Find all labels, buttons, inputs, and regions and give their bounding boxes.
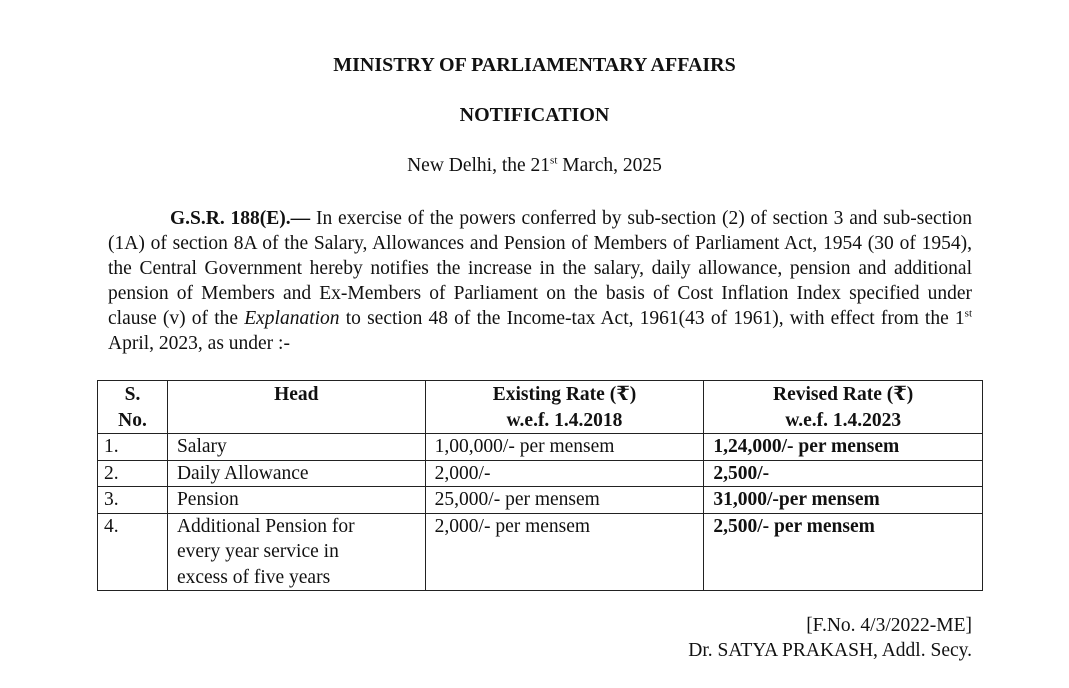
cell-head: Pension xyxy=(167,487,425,514)
table-header-row xyxy=(98,381,983,434)
paragraph-text-2: to section 48 of the Income-tax Act, 1961(43 of 1961), with effect from the 1 xyxy=(339,308,965,329)
cell-revised: 2,500/- xyxy=(704,460,983,487)
table-row xyxy=(98,513,983,591)
dateline xyxy=(0,155,1069,177)
cell-existing: 1,00,000/- per mensem xyxy=(425,434,704,461)
gsr-reference: G.S.R. 188(E).— xyxy=(170,208,311,229)
header-revised-rate: Revised Rate (₹) w.e.f. 1.4.2023 xyxy=(704,381,983,434)
cell-existing: 2,000/- xyxy=(425,460,704,487)
paragraph-sup: st xyxy=(964,307,973,320)
cell-revised: 2,500/- per mensem xyxy=(704,513,983,591)
cell-revised: 31,000/-per mensem xyxy=(704,487,983,514)
paragraph-text-3: April, 2023, as under :- xyxy=(108,333,290,354)
paragraph-italic: Explanation xyxy=(244,308,340,329)
table-row xyxy=(98,434,983,461)
table-row xyxy=(98,460,983,487)
cell-head: Salary xyxy=(167,434,425,461)
cell-sno: 1. xyxy=(98,434,168,461)
cell-sno: 4. xyxy=(98,513,168,591)
notification-paragraph xyxy=(108,206,972,356)
cell-sno: 2. xyxy=(98,460,168,487)
table-row xyxy=(98,487,983,514)
header-existing-rate: Existing Rate (₹) w.e.f. 1.4.2018 xyxy=(425,381,704,434)
cell-existing: 25,000/- per mensem xyxy=(425,487,704,514)
cell-revised: 1,24,000/- per mensem xyxy=(704,434,983,461)
cell-sno: 3. xyxy=(98,487,168,514)
rates-table xyxy=(97,380,983,591)
dateline-rest: March, 2025 xyxy=(557,155,662,176)
paragraph-text-1: In exercise of the powers conferred by sub-section (2) of section 3 and sub-section (1A) of section 8A of the Salary, Allowances and Pension of Members of Parliament Act, 1954 (30 of 1954), the Central Government hereby notifies the increase in the salary, daily allowance, pension and additional pension of Members and Ex-Members of Parliament on the basis of Cost Inflation Index specified under clause (v) of the xyxy=(108,208,972,329)
cell-existing: 2,000/- per mensem xyxy=(425,513,704,591)
cell-head: Additional Pension for every year service in excess of five years xyxy=(167,513,425,591)
cell-head: Daily Allowance xyxy=(167,460,425,487)
file-number: [F.No. 4/3/2022-ME] xyxy=(806,615,972,636)
ministry-heading: MINISTRY OF PARLIAMENTARY AFFAIRS xyxy=(333,54,736,76)
dateline-sup: st xyxy=(550,154,558,167)
dateline-place: New Delhi, the 21 xyxy=(407,155,551,176)
signatory: Dr. SATYA PRAKASH, Addl. Secy. xyxy=(688,640,972,661)
notification-title: NOTIFICATION xyxy=(459,104,610,126)
header-head: Head xyxy=(167,381,425,434)
header-sno: S. No. xyxy=(98,381,168,434)
